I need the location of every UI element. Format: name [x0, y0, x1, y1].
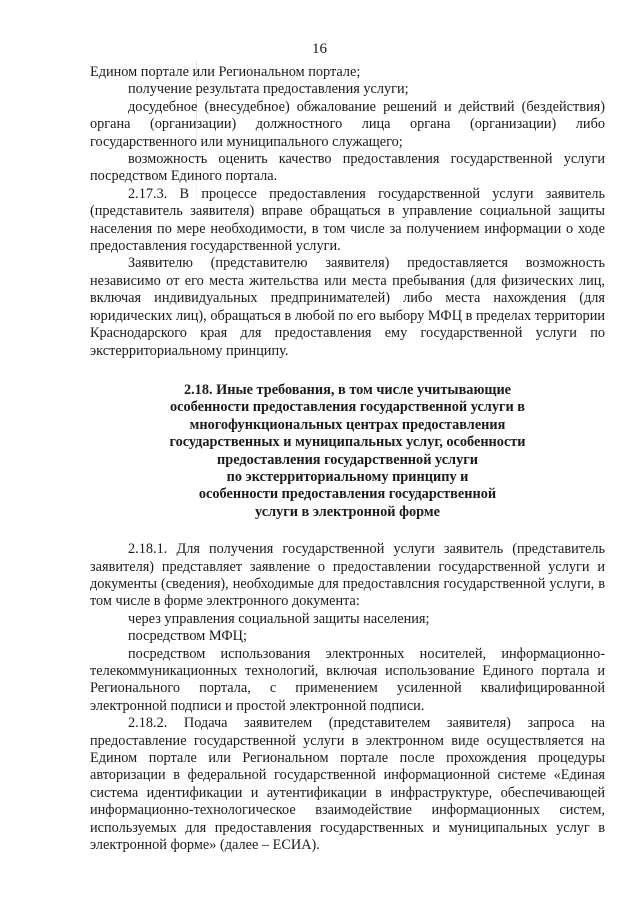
paragraphs-before-heading	[90, 64, 605, 360]
paragraph: 2.18.1. Для получения государственной услуги заявитель (представитель заявителя) представляет заявление о предоставлении государственной услуги и документы (сведения), необходимые для предоставлсния государственной услуги, в том числе в форме электронного документа:	[90, 541, 605, 610]
document-body	[90, 64, 605, 854]
paragraph: возможность оценить качество предоставления государственной услуги посредством Единого портала.	[90, 151, 605, 185]
paragraph: 2.18.2. Подача заявителем (представителем заявителя) запроса на предоставление государственной услуги в электронном виде осуществляется на Едином портале или Региональном портале после прохождения процедуры авторизации в федеральной государственной информационной системе «Единая система идентификации и аутентификации в инфраструктуре, обеспечивающей информационно-технологическое взаимодействие информационных систем, используемых для предоставления государственных и муниципальных услуг в электронной форме» (далее – ЕСИА).	[90, 715, 605, 854]
paragraph: посредством МФЦ;	[128, 628, 247, 645]
paragraph: Едином портале или Региональном портале;	[90, 64, 361, 80]
page-number: 16	[312, 41, 327, 57]
paragraph: через управления социальной защиты населения;	[128, 610, 430, 627]
section-heading	[90, 382, 605, 521]
section-heading-line: предоставления государственной услуги	[217, 451, 478, 468]
section-heading-line: 2.18. Иные требования, в том числе учитывающие	[183, 381, 512, 398]
section-heading-line: государственных и муниципальных услуг, особенности	[169, 434, 526, 451]
section-heading-line: особенности предоставления государственной	[198, 486, 497, 503]
section-heading-line: по экстерриториальному принципу и	[226, 468, 469, 485]
paragraph: получение результата предоставления услуги;	[128, 81, 409, 98]
section-heading-line: особенности предоставления государственной услуги в	[170, 399, 525, 416]
paragraph: посредством использования электронных носителей, информационно-телекоммуникационных технологий, включая использование Единого портала и Регионального портала, с применением усиленной квалифицированной электронной подписи и простой электронной подписи.	[90, 645, 605, 714]
section-heading-line: многофункциональных центрах предоставления	[189, 416, 506, 433]
paragraph: досудебное (внесудебное) обжалование решений и действий (бездействия) органа (организации) должностного лица органа (организации) либо государственного или муниципального служащего;	[90, 98, 605, 150]
paragraph: Заявителю (представителю заявителя) предоставляется возможность независимо от его места жительства или места пребывания (для физических лиц, включая индивидуальных предпринимателей) либо места нахождения (для юридических лиц), обращаться в любой по его выбору МФЦ в пределах территории Краснодарского края для предоставления ему государственной услуги по экстерриториальному принципу.	[90, 255, 605, 359]
paragraph: 2.17.3. В процессе предоставления государственной услуги заявитель (представитель заявителя) вправе обращаться в управление социальной защиты населения по мере необходимости, в том числе за получением информации о ходе предоставления государственной услуги.	[90, 185, 605, 255]
section-heading-line: услуги в электронной форме	[255, 503, 440, 520]
paragraphs-after-heading	[90, 541, 605, 854]
